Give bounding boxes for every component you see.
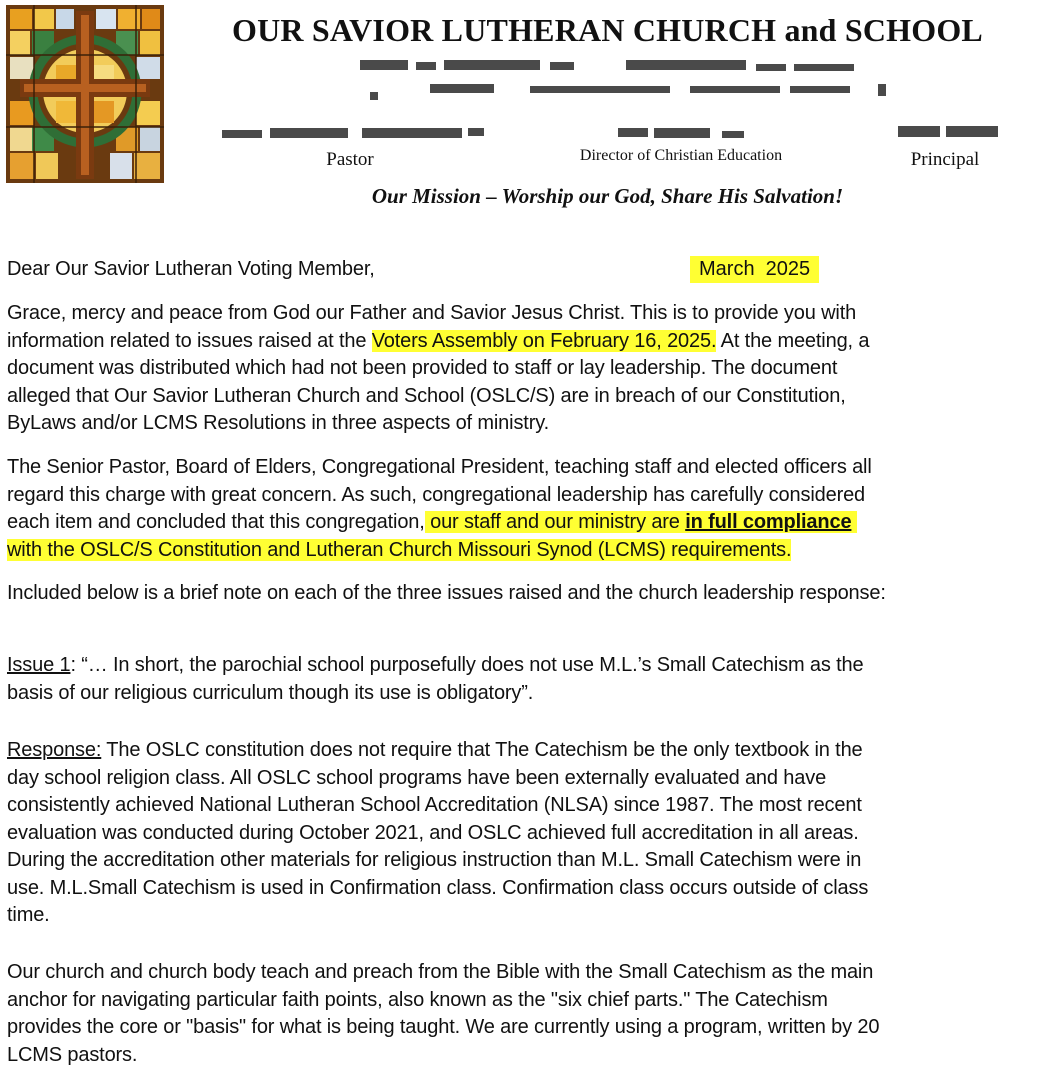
paragraph-text: At the meeting, a xyxy=(716,329,870,352)
paragraph-leadership xyxy=(7,454,872,564)
pastor-title: Pastor xyxy=(326,149,374,170)
paragraph-line: anchor for navigating particular faith points, also known as the "six chief parts." The Catechism xyxy=(7,988,828,1011)
paragraph-line: document was distributed which had not been provided to staff or lay leadership. The document xyxy=(7,357,838,379)
paragraph-line xyxy=(7,737,868,765)
highlighted-text: our staff and our ministry are xyxy=(424,511,686,533)
full-compliance-emphasis: in full compliance xyxy=(685,511,852,533)
church-name-heading: OUR SAVIOR LUTHERAN CHURCH and SCHOOL xyxy=(232,12,983,48)
highlighted-compliance-statement: with the OSLC/S Constitution and Lutheran Church Missouri Synod (LCMS) requirements. xyxy=(7,538,792,561)
issue-text: : “… In short, the parochial school purposefully does not use M.L.’s Small Catechism as the xyxy=(70,654,864,676)
paragraph-line xyxy=(7,328,869,356)
paragraph-intro-issues xyxy=(7,580,886,608)
paragraph-line: time. xyxy=(7,904,50,926)
mission-statement: Our Mission – Worship our God, Share His Salvation! xyxy=(371,184,844,208)
paragraph-line: ByLaws and/or LCMS Resolutions in three aspects of ministry. xyxy=(7,412,549,434)
paragraph-text: information related to issues raised at the xyxy=(7,329,372,352)
paragraph-line: Included below is a brief note on each of the three issues raised and the church leadership response: xyxy=(7,582,886,604)
highlighted-compliance-statement xyxy=(425,511,857,533)
issue-1 xyxy=(7,652,863,707)
response-text: The OSLC constitution does not require that The Catechism be the only textbook in the xyxy=(101,739,863,761)
paragraph-line xyxy=(7,509,872,537)
paragraph-line: Our church and church body teach and preach from the Bible with the Small Catechism as the main xyxy=(7,961,874,983)
response-1 xyxy=(7,737,868,930)
stained-glass-cross-logo xyxy=(6,5,164,183)
paragraph-line: During the accreditation other materials for religious instruction than M.L. Small Catechism were in xyxy=(7,849,862,871)
letter-date: March 2025 xyxy=(690,256,819,283)
paragraph-line xyxy=(7,537,872,565)
salutation xyxy=(7,256,375,284)
paragraph-line xyxy=(7,652,863,680)
paragraph-greeting xyxy=(7,300,869,438)
paragraph-line: basis of our religious curriculum though its use is obligatory”. xyxy=(7,681,534,704)
paragraph-line: LCMS pastors. xyxy=(7,1043,138,1066)
paragraph-line: day school religion class. All OSLC school programs have been externally evaluated and have xyxy=(7,766,827,789)
paragraph-line: alleged that Our Savior Lutheran Church and School (OSLC/S) are in breach of our Constitution, xyxy=(7,384,846,407)
paragraph-catechism xyxy=(7,959,879,1069)
principal-title: Principal xyxy=(910,149,980,170)
salutation-text: Dear Our Savior Lutheran Voting Member, xyxy=(7,258,375,280)
paragraph-line: Grace, mercy and peace from God our Father and Savior Jesus Christ. This is to provide you with xyxy=(7,302,857,324)
paragraph-text: each item and concluded that this congregation, xyxy=(7,511,425,533)
paragraph-line: The Senior Pastor, Board of Elders, Congregational President, teaching staff and elected officers all xyxy=(7,456,872,478)
dce-title: Director of Christian Education xyxy=(579,147,783,164)
paragraph-line: regard this charge with great concern. As such, congregational leadership has carefully considered xyxy=(7,483,866,506)
paragraph-line: evaluation was conducted during October 2021, and OSLC achieved full accreditation in all areas. xyxy=(7,821,859,844)
paragraph-line: provides the core or "basis" for what is being taught. We are currently using a program, written by 20 xyxy=(7,1016,880,1038)
issue-label: Issue 1 xyxy=(7,654,71,676)
highlighted-assembly-date: Voters Assembly on February 16, 2025. xyxy=(371,329,717,352)
paragraph-line: use. M.L.Small Catechism is used in Confirmation class. Confirmation class occurs outside of class xyxy=(7,876,869,899)
response-label: Response: xyxy=(7,739,102,761)
paragraph-line: consistently achieved National Lutheran School Accreditation (NLSA) since 1987. The most recent xyxy=(7,794,862,816)
